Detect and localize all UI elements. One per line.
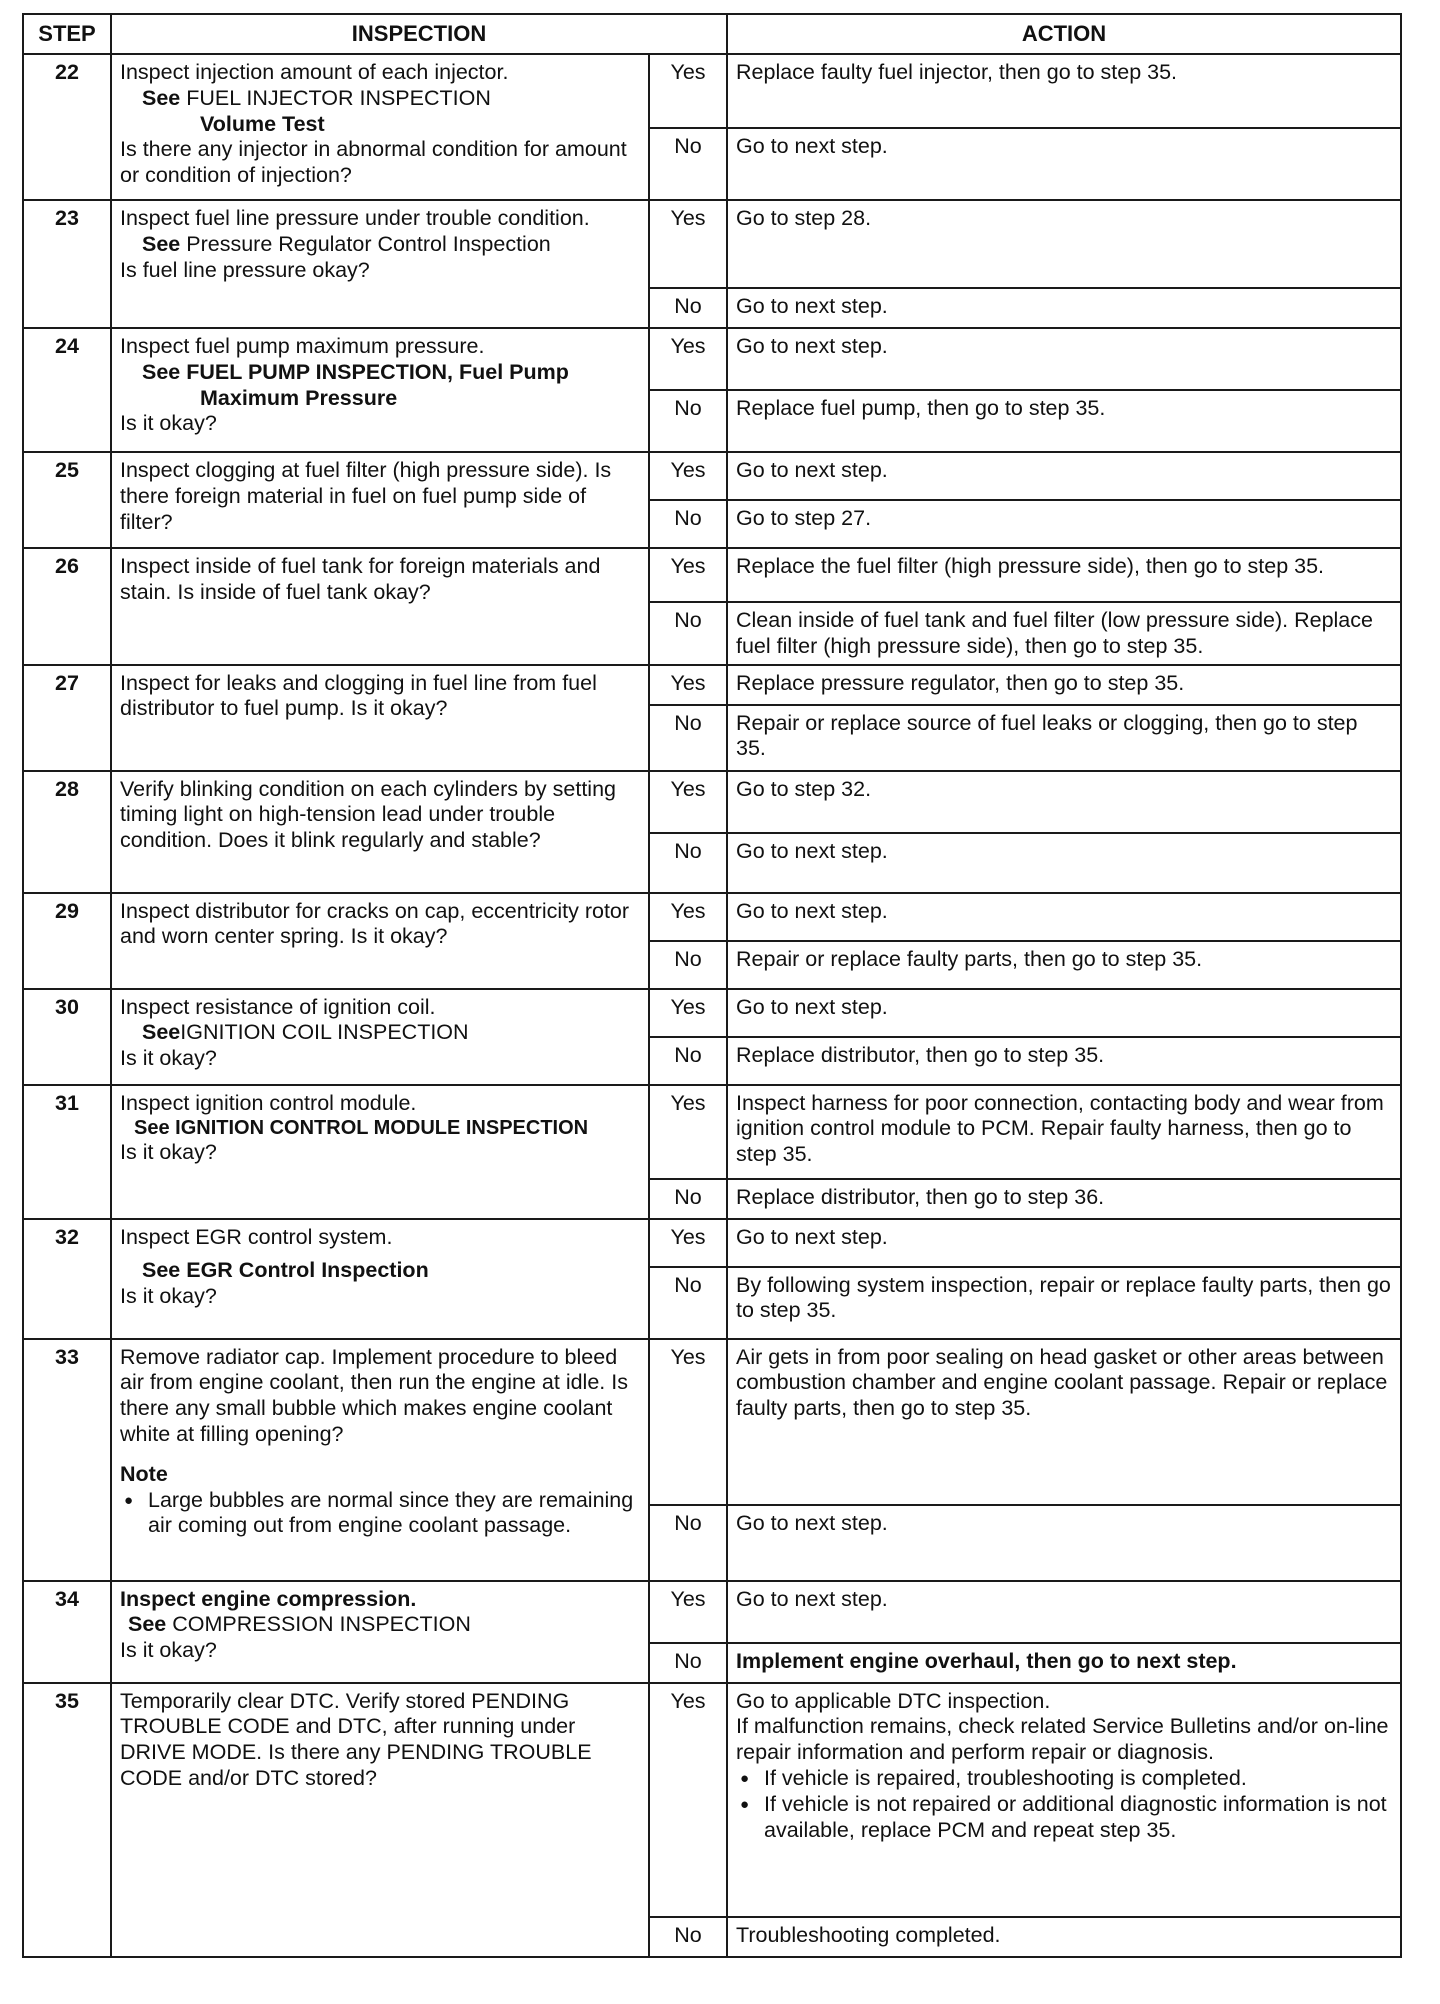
step-number: 25 (23, 452, 111, 548)
troubleshooting-table (22, 13, 1402, 1958)
table-row (23, 665, 1401, 705)
inspection-text: Inspect fuel line pressure under trouble condition. (120, 206, 590, 230)
action-yes: Replace pressure regulator, then go to step 35. (727, 665, 1401, 705)
see-reference: See FUEL INJECTOR INSPECTION (142, 85, 491, 110)
action-no: By following system inspection, repair or replace faulty parts, then go to step 35. (727, 1267, 1401, 1339)
action-yes: Go to next step. (727, 893, 1401, 941)
answer-no: No (649, 500, 727, 548)
table-row (23, 1339, 1401, 1505)
inspection-cell (111, 1219, 649, 1339)
inspection-question: Is there any injector in abnormal condition for amount or condition of injection? (120, 137, 627, 188)
inspection-cell: Inspect clogging at fuel filter (high pressure side). Is there foreign material in fuel on fuel pump side of filter? (111, 452, 649, 548)
inspection-text: Inspect fuel pump maximum pressure. (120, 334, 485, 358)
table-row (23, 452, 1401, 500)
answer-yes: Yes (649, 452, 727, 500)
table-row (23, 989, 1401, 1037)
answer-no: No (649, 1179, 727, 1219)
answer-no: No (649, 288, 727, 328)
see-reference: See COMPRESSION INSPECTION (128, 1612, 471, 1637)
table-row (23, 1683, 1401, 1917)
answer-no: No (649, 705, 727, 771)
action-yes: Go to next step. (727, 1581, 1401, 1643)
action-no: Troubleshooting completed. (727, 1917, 1401, 1957)
inspection-cell (111, 989, 649, 1085)
action-yes (727, 1683, 1401, 1917)
answer-yes: Yes (649, 1581, 727, 1643)
action-yes: Go to next step. (727, 1219, 1401, 1267)
note-heading: Note (120, 1461, 168, 1486)
action-no: Repair or replace faulty parts, then go to step 35. (727, 941, 1401, 989)
answer-yes: Yes (649, 548, 727, 602)
inspection-question: Is it okay? (120, 1046, 217, 1071)
inspection-cell: Verify blinking condition on each cylinders by setting timing light on high-tension lead under trouble condition. Does it blink regularly and stable? (111, 771, 649, 893)
answer-no: No (649, 833, 727, 893)
action-line: Go to applicable DTC inspection. (736, 1688, 1051, 1713)
header-inspection: INSPECTION (111, 14, 727, 54)
step-number: 33 (23, 1339, 111, 1581)
action-yes: Go to next step. (727, 328, 1401, 390)
answer-no: No (649, 941, 727, 989)
see-subsection: Volume Test (200, 111, 325, 136)
inspection-question: Is it okay? (120, 1638, 217, 1663)
action-yes: Inspect harness for poor connection, contacting body and wear from ignition control module to PCM. Repair faulty harness, then go to step 35. (727, 1085, 1401, 1179)
answer-yes: Yes (649, 665, 727, 705)
see-reference: See FUEL PUMP INSPECTION, Fuel Pump (142, 359, 569, 384)
answer-yes: Yes (649, 54, 727, 128)
action-no: Go to step 27. (727, 500, 1401, 548)
action-line: If malfunction remains, check related Service Bulletins and/or on-line repair information and perform repair or diagnosis. (736, 1714, 1389, 1765)
answer-no: No (649, 1643, 727, 1683)
action-yes: Go to next step. (727, 452, 1401, 500)
answer-yes: Yes (649, 1683, 727, 1917)
action-no: Replace distributor, then go to step 35. (727, 1037, 1401, 1085)
step-number: 31 (23, 1085, 111, 1219)
step-number: 30 (23, 989, 111, 1085)
step-number: 26 (23, 548, 111, 665)
see-reference: SeeIGNITION COIL INSPECTION (142, 1020, 469, 1045)
action-no: Go to next step. (727, 288, 1401, 328)
table-row (23, 1581, 1401, 1643)
answer-no: No (649, 602, 727, 665)
answer-yes: Yes (649, 771, 727, 833)
see-reference: See EGR Control Inspection (142, 1258, 429, 1283)
header-step: STEP (23, 14, 111, 54)
action-no: Implement engine overhaul, then go to next step. (727, 1643, 1401, 1683)
answer-yes: Yes (649, 1219, 727, 1267)
step-number: 28 (23, 771, 111, 893)
action-no: Repair or replace source of fuel leaks or clogging, then go to step 35. (727, 705, 1401, 771)
action-no: Clean inside of fuel tank and fuel filter (low pressure side). Replace fuel filter (high pressure side), then go to step 35. (727, 602, 1401, 665)
action-no: Go to next step. (727, 1505, 1401, 1581)
inspection-text: Remove radiator cap. Implement procedure to bleed air from engine coolant, then run the engine at idle. Is there any small bubble which makes engine coolant white at filling opening? (120, 1344, 628, 1446)
action-yes: Go to next step. (727, 989, 1401, 1037)
answer-yes: Yes (649, 328, 727, 390)
answer-no: No (649, 1917, 727, 1957)
action-yes: Air gets in from poor sealing on head gasket or other areas between combustion chamber and engine coolant passage. Repair or replace faulty parts, then go to step 35. (727, 1339, 1401, 1505)
action-item: ● If vehicle is repaired, troubleshooting is completed. (736, 1766, 1392, 1792)
inspection-text: Inspect ignition control module. (120, 1090, 417, 1115)
step-number: 29 (23, 893, 111, 989)
header-action: ACTION (727, 14, 1401, 54)
step-number: 32 (23, 1219, 111, 1339)
answer-no: No (649, 128, 727, 200)
see-subsection: Maximum Pressure (200, 385, 398, 410)
answer-yes: Yes (649, 200, 727, 288)
table-row (23, 771, 1401, 833)
answer-no: No (649, 390, 727, 452)
inspection-cell (111, 1085, 649, 1219)
inspection-question: Is fuel line pressure okay? (120, 257, 370, 282)
table-row (23, 54, 1401, 128)
inspection-cell (111, 328, 649, 452)
action-no: Replace distributor, then go to step 36. (727, 1179, 1401, 1219)
step-number: 22 (23, 54, 111, 200)
inspection-text: Inspect resistance of ignition coil. (120, 994, 436, 1019)
answer-no: No (649, 1267, 727, 1339)
inspection-question: Is it okay? (120, 1284, 217, 1309)
inspection-text: Inspect injection amount of each injector. (120, 60, 509, 84)
action-list (736, 1766, 1392, 1843)
step-number: 34 (23, 1581, 111, 1683)
inspection-cell: Inspect inside of fuel tank for foreign materials and stain. Is inside of fuel tank okay? (111, 548, 649, 665)
inspection-cell: Inspect for leaks and clogging in fuel line from fuel distributor to fuel pump. Is it okay? (111, 665, 649, 771)
inspection-cell: Temporarily clear DTC. Verify stored PENDING TROUBLE CODE and DTC, after running under DRIVE MODE. Is there any PENDING TROUBLE CODE and/or DTC stored? (111, 1683, 649, 1957)
step-number: 35 (23, 1683, 111, 1957)
answer-no: No (649, 1037, 727, 1085)
note-item: ● Large bubbles are normal since they are remaining air coming out from engine coolant passage. (120, 1488, 640, 1540)
inspection-question: Is it okay? (120, 1140, 217, 1165)
table-row (23, 893, 1401, 941)
see-reference: See Pressure Regulator Control Inspection (142, 231, 551, 256)
inspection-cell (111, 1339, 649, 1581)
action-no: Go to next step. (727, 833, 1401, 893)
inspection-cell: Inspect distributor for cracks on cap, eccentricity rotor and worn center spring. Is it okay? (111, 893, 649, 989)
header-row (23, 14, 1401, 54)
action-yes: Go to step 28. (727, 200, 1401, 288)
action-yes: Replace the fuel filter (high pressure side), then go to step 35. (727, 548, 1401, 602)
action-yes: Go to step 32. (727, 771, 1401, 833)
inspection-cell (111, 1581, 649, 1683)
inspection-cell (111, 200, 649, 328)
step-number: 24 (23, 328, 111, 452)
answer-no: No (649, 1505, 727, 1581)
action-item: ● If vehicle is not repaired or additional diagnostic information is not available, replace PCM and repeat step 35. (736, 1792, 1392, 1844)
answer-yes: Yes (649, 989, 727, 1037)
inspection-text: Inspect EGR control system. (120, 1224, 393, 1249)
table-row (23, 328, 1401, 390)
inspection-cell (111, 54, 649, 200)
inspection-text: Inspect engine compression. (120, 1586, 417, 1611)
answer-yes: Yes (649, 1085, 727, 1179)
note-list (120, 1488, 640, 1540)
see-reference: See IGNITION CONTROL MODULE INSPECTION (134, 1117, 589, 1140)
table-row (23, 1219, 1401, 1267)
action-yes: Replace faulty fuel injector, then go to step 35. (727, 54, 1401, 128)
answer-yes: Yes (649, 893, 727, 941)
table-row (23, 1085, 1401, 1179)
step-number: 27 (23, 665, 111, 771)
inspection-question: Is it okay? (120, 411, 217, 436)
table-row (23, 200, 1401, 288)
answer-yes: Yes (649, 1339, 727, 1505)
step-number: 23 (23, 200, 111, 328)
table-row (23, 548, 1401, 602)
action-no: Replace fuel pump, then go to step 35. (727, 390, 1401, 452)
action-no: Go to next step. (727, 128, 1401, 200)
